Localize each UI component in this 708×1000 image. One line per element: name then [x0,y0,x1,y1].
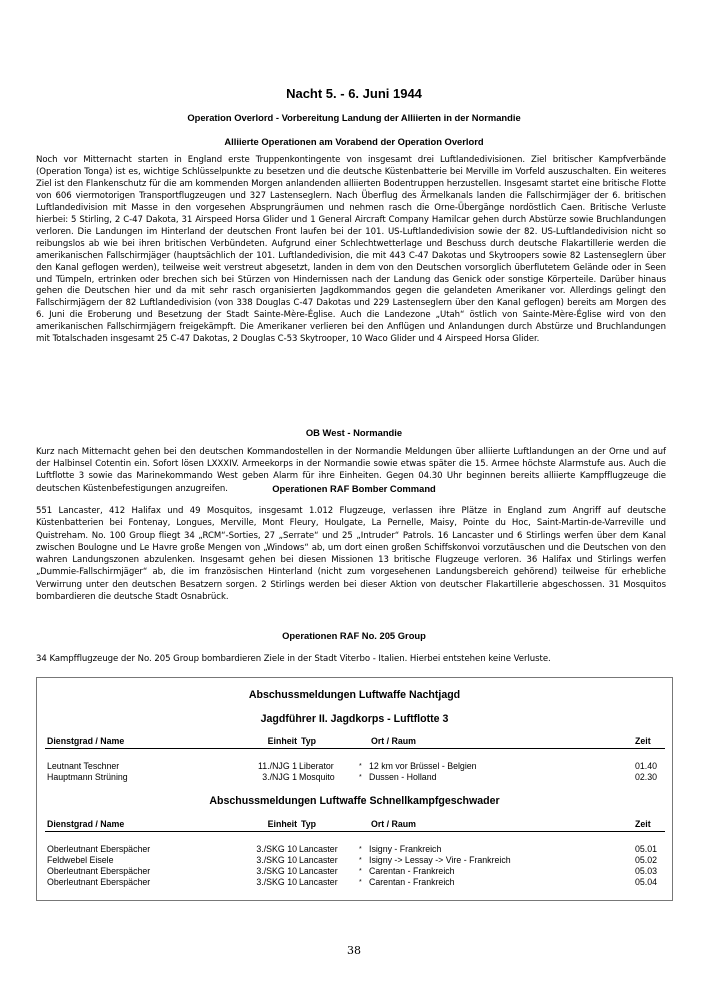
cell-time: 05.02 [635,855,658,865]
cell-type: Mosquito [299,772,335,782]
claims-box-title-jagdfuehrer: Jagdführer II. Jagdkorps - Luftflotte 3 [260,713,449,725]
table-row [45,855,665,866]
cell-unit: 3./SKG 10 [256,877,297,887]
header-unit: Einheit [267,819,297,829]
cell-rank: Hauptmann Strüning [47,772,128,782]
cell-type: Lancaster [299,844,338,854]
cell-time: 05.01 [635,844,658,854]
asterisk-marker: * [359,774,362,781]
section-heading-raf-205-group: Operationen RAF No. 205 Group [282,630,426,641]
cell-unit: 3./NJG 1 [262,772,297,782]
cell-time: 01.40 [635,761,658,771]
cell-location: Carentan - Frankreich [369,866,455,876]
paragraph-allied-operations: Noch vor Mitternacht starten in England erste Truppenkontingente von insgesamt drei Luftlandedivisionen. Ziel britischer Kampfverbände (Operation Tonga) ist es, wichtige Schlüsselpunkte zu besetzen und die deutsche Küstenbatterie bei Merville im Vorfeld auszuschalten. Ein weiteres Ziel ist den Flankenschutz für die am kommenden Morgen anlandenden alliierten Bodentruppen herzustellen. Insgesamt startet eine britische Flotte von 606 viermotorigen Transportflugzeugen und 327 Lastenseglern. Nach Überflug des Ärmelkanals landen die Fallschirmjäger der 6. britischen Luftlandedivision mit Masse in den vorgesehen Absprungräumen und nehmen rasch die Orne-Übergänge nordöstlich Caen. Britische Verluste hierbei: 5 Stirling, 2 C-47 Dakota, 31 Airspeed Horsa Glider und 1 General Aircraft Company Hamilcar gehen durch Abstürze sowie Bruchlandungen verloren. Die Landungen im Hinterland der deutschen Front laufen bei der 101. US-Luftlandedivision sowie der 82. US-Luftlandedivision nicht so reibungslos ab wie bei ihren britischen Verbündeten. Aufgrund einer Schlechtwetterlage und Beschuss durch deutsche Flakartillerie werden die amerikanischen Fallschirmjäger (hauptsächlich der 101. Luftlandedivision, die mit 443 C-47 Dakotas und Skytroopers sowie 82 Lastenseglern über den Kanal geflogen werden), teilweise weit verstreut abgesetzt, landen in dem von den Deutschen vorsorglich überflutetem Gelände oder in Seen und Tümpeln, ertrinken oder brechen sich bei Stürzen von Hindernissen nach der Landung das Genick oder sonstige Körperteile. Darüber hinaus gehen die Deutschen hier und da mit sehr rasch organisierten Jagdkommandos gegen die gelandeten Amerikaner vor. Allerdings gelingt den Fallschirmjägern der 82 Luftlandedivision (von 338 Douglas C-47 Dakotas und 229 Lastenseglern über den Kanal geflogen) bereits am Morgen des 6. Juni die Eroberung und Besetzung der Stadt Sainte-Mère-Église. Auch die Landezone „Utah“ östlich von Sainte-Mère-Église wird von den amerikanischen Fallschirmjägern freigekämpft. Die Amerikaner verlieren bei den Anflügen und Anlandungen durch Abstürze und Bruchlandungen mit Totalschaden insgesamt 25 C-47 Dakotas, 2 Douglas C-53 Skytrooper, 10 Waco Glider und 4 Airspeed Horsa Glider. [36,155,666,345]
cell-unit: 3./SKG 10 [256,844,297,854]
header-type: Typ [301,736,316,746]
cell-rank: Feldwebel Eisele [47,855,114,865]
cell-location: Carentan - Frankreich [369,877,455,887]
cell-location: Isigny -> Lessay -> Vire - Frankreich [369,855,511,865]
claims-box [36,677,673,901]
header-unit: Einheit [267,736,297,746]
cell-location: Isigny - Frankreich [369,844,442,854]
table-row [45,761,665,772]
cell-unit: 3./SKG 10 [256,866,297,876]
asterisk-marker: * [359,846,362,853]
table-row [45,866,665,877]
section-heading-ob-west: OB West - Normandie [305,427,403,438]
claims-box-title-nachtjagd: Abschussmeldungen Luftwaffe Nachtjagd [248,689,461,701]
cell-rank: Oberleutnant Eberspächer [47,866,151,876]
cell-type: Lancaster [299,855,338,865]
cell-time: 05.03 [635,866,658,876]
cell-rank: Oberleutnant Eberspächer [47,844,151,854]
cell-location: 12 km vor Brüssel - Belgien [369,761,477,771]
paragraph-raf-205-group: 34 Kampfflugzeuge der No. 205 Group bombardieren Ziele in der Stadt Viterbo - Italien. Hierbei entstehen keine Verluste. [36,654,551,664]
cell-unit: 3./SKG 10 [256,855,297,865]
cell-type: Lancaster [299,877,338,887]
table-header-skg [45,819,665,832]
asterisk-marker: * [359,857,362,864]
paragraph-raf-bomber-command: 551 Lancaster, 412 Halifax und 49 Mosquitos, insgesamt 1.012 Flugzeuge, verlassen ihre Plätze in England zum Angriff auf deutsche Küstenbatterien bei Fontenay, Longues, Merville, Mont Fleury, Houlgate, La Pernelle, Maisy, Pointe du Hoc, Saint-Martin-de-Varreville und Quistreham. No. 100 Group fliegt 34 „RCM“-Sorties, 27 „Serrate“ und 25 „Intruder“ Patrols. 16 Lancaster und 6 Stirlings werfen über dem Kanal zwischen Boulogne und Le Havre große Mengen von „Windows“ ab, um dort einen großen Schiffskonvoi vorzutäuschen und die Deutschen von den wahren Landungszonen abzulenken. Insgesamt gehen bei diesen Missionen 13 britische Flugzeuge verloren. 36 Halifax und Stirlings werfen „Dummie-Fallschirmjäger“ ab, die im französischen Hinterland (nicht zum vorgesehenen Landungsbereich gehörend) teilweise für erhebliche Verwirrung unter den deutschen Besatzern sorgen. 2 Stirlings werden bei dieser Aktion von deutscher Flakartillerie abgeschossen. 31 Mosquitos bombardieren die deutsche Stadt Osnabrück. [36,506,666,603]
header-rank: Dienstgrad / Name [47,736,125,746]
cell-rank: Leutnant Teschner [47,761,120,771]
claims-box-title-skg: Abschussmeldungen Luftwaffe Schnellkampfgeschwader [209,795,500,807]
asterisk-marker: * [359,868,362,875]
cell-type: Liberator [299,761,334,771]
header-type: Typ [301,819,316,829]
cell-time: 02.30 [635,772,658,782]
cell-location: Dussen - Holland [369,772,437,782]
page-title: Nacht 5. - 6. Juni 1944 [286,86,422,101]
header-rank: Dienstgrad / Name [47,819,125,829]
header-location: Ort / Raum [371,819,416,829]
page-number: 38 [347,944,361,957]
header-time: Zeit [635,736,651,746]
table-row [45,844,665,855]
cell-type: Lancaster [299,866,338,876]
paragraph-ob-west: Kurz nach Mitternacht gehen bei den deutschen Kommandostellen in der Normandie Meldungen über alliierte Luftlandungen an der Orne und auf der Halbinsel Cotentin ein. Sofort lösen LXXXIV. Armeekorps in der Normandie sowie etwas später die 15. Armee höchste Alarmstufe aus. Auch die Luftflotte 3 sowie das Marinekommando West geben Alarm für ihre Einheiten. Gegen 04.30 Uhr beginnen bereits alliierte Kampfflugzeuge die deutschen Küstenbefestigungen anzugreifen. [36,447,666,494]
section-heading-allied-operations: Alliierte Operationen am Vorabend der Operation Overlord [224,136,484,147]
table-row [45,772,665,783]
asterisk-marker: * [359,879,362,886]
cell-time: 05.04 [635,877,658,887]
header-time: Zeit [635,819,651,829]
section-heading-raf-bomber-command: Operationen RAF Bomber Command [272,483,436,494]
table-header-nachtjagd [45,736,665,749]
table-row [45,877,665,888]
cell-unit: 11./NJG 1 [258,761,297,771]
asterisk-marker: * [359,763,362,770]
cell-rank: Oberleutnant Eberspächer [47,877,151,887]
page-subtitle: Operation Overlord - Vorbereitung Landung der Alliierten in der Normandie [187,112,521,123]
header-location: Ort / Raum [371,736,416,746]
